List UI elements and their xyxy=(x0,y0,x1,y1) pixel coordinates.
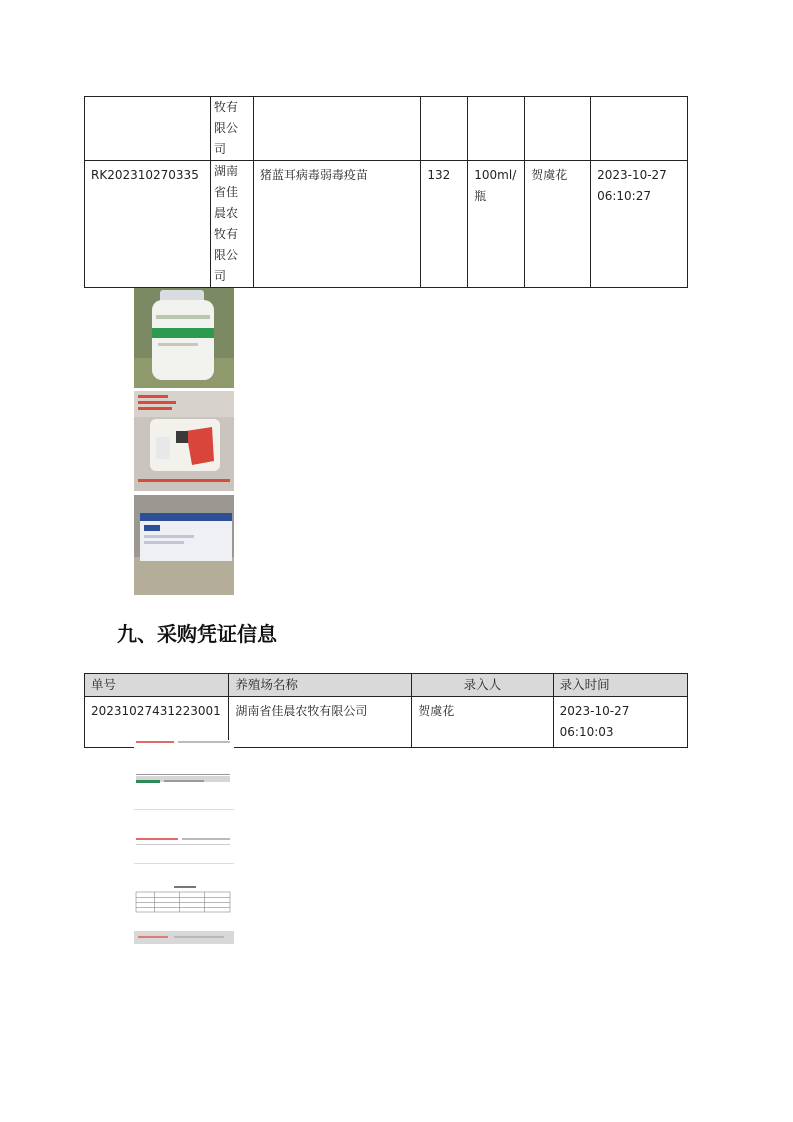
voucher-id-cell: 20231027431223001 xyxy=(85,697,229,748)
time-cell xyxy=(553,697,687,748)
table-row xyxy=(85,97,688,161)
entered-by-cell: 贺虞花 xyxy=(412,697,553,748)
time-cell xyxy=(591,97,688,161)
company-line: 湖南 xyxy=(213,164,238,178)
time-line: 2023-10-27 xyxy=(559,704,630,718)
entered-by-cell: 贺虞花 xyxy=(525,161,591,288)
company-line: 限公 xyxy=(213,248,238,262)
time-cell xyxy=(591,161,688,288)
voucher-document-thumbnail xyxy=(134,740,234,810)
voucher-document-thumbnail xyxy=(134,814,234,864)
company-line: 限公 xyxy=(213,121,238,135)
vaccine-box-photo xyxy=(134,391,234,491)
header-farm: 养殖场名称 xyxy=(229,674,412,697)
company-line: 省佳 xyxy=(213,185,238,199)
entered-by-cell xyxy=(525,97,591,161)
voucher-table xyxy=(84,673,688,748)
time-line: 06:10:27 xyxy=(597,189,651,203)
spec-line: 瓶 xyxy=(474,189,487,203)
company-line: 牧有 xyxy=(213,100,238,114)
spec-line: 100ml/ xyxy=(474,168,517,182)
time-line: 06:10:03 xyxy=(559,725,614,739)
spec-cell xyxy=(468,97,525,161)
id-cell: RK202310270335 xyxy=(85,161,211,288)
quantity-cell xyxy=(421,97,468,161)
company-cell xyxy=(210,97,253,161)
farm-cell: 湖南省佳晨农牧有限公司 xyxy=(229,697,412,748)
spec-cell xyxy=(468,161,525,288)
product-cell xyxy=(253,97,420,161)
company-line: 晨农 xyxy=(213,206,238,220)
time-line: 2023-10-27 xyxy=(597,168,667,182)
vaccine-carton-photo xyxy=(134,495,234,595)
quantity-cell: 132 xyxy=(421,161,468,288)
product-cell: 猪蓝耳病毒弱毒疫苗 xyxy=(253,161,420,288)
company-line: 司 xyxy=(213,269,226,283)
voucher-document-thumbnail xyxy=(134,868,234,928)
header-id: 单号 xyxy=(85,674,229,697)
vaccine-bottle-photo xyxy=(134,288,234,388)
section-title: 九、采购凭证信息 xyxy=(117,622,277,646)
header-entered-by: 录入人 xyxy=(412,674,553,697)
voucher-document-thumbnail xyxy=(134,930,234,944)
product-table xyxy=(84,96,688,288)
company-line: 司 xyxy=(213,142,226,156)
company-cell xyxy=(210,161,253,288)
header-time: 录入时间 xyxy=(553,674,687,697)
company-line: 牧有 xyxy=(213,227,238,241)
id-cell xyxy=(85,97,211,161)
table-row xyxy=(85,161,688,288)
table-header-row xyxy=(85,674,688,697)
